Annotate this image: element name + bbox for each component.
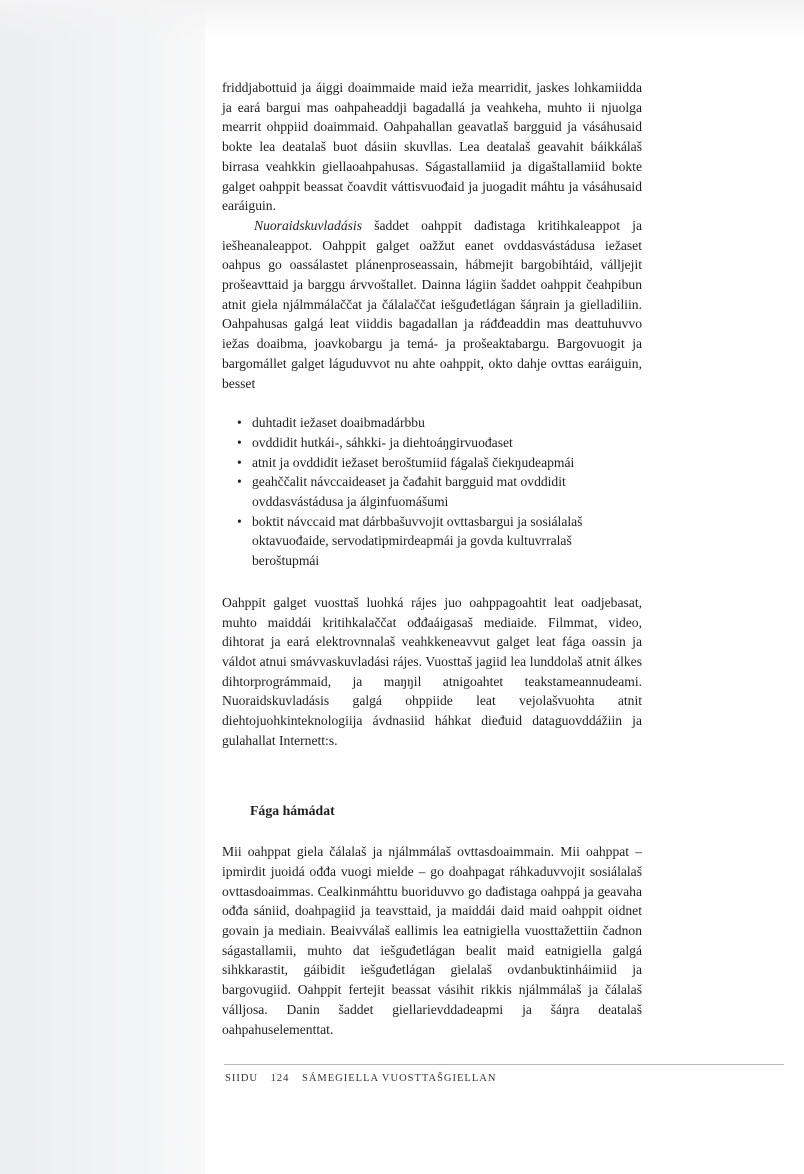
page-shadow-left — [0, 0, 205, 1174]
list-item: • ovddidit hutkái-, sáhkki- ja diehtoáŋgirvuođaset — [252, 433, 642, 453]
list-item: • duhtadit iežaset doaibmadárbbu — [252, 413, 642, 433]
page-footer — [225, 1073, 505, 1084]
footer-title: SÁMEGIELLA VUOSTTAŠGIELLAN — [302, 1073, 497, 1084]
page-content — [222, 78, 642, 1039]
list-item: • geahččalit návccaideaset ja čađahit bargguid mat ovddidit ovddasvástádusa ja álginfuomášumi — [252, 472, 642, 511]
bullet-list — [222, 413, 642, 571]
body-paragraph-2-text: šaddet oahppit dađistaga kritihkaleappot ja iešheanaleappot. Oahppit galget oažžut eanet ovddasvástádusa iežaset oahpus go oassálastet plánenproseassain, hábmejit bargobihtáid, válljejit prošeavttaid ja barggu árvvoštallet. Dainna lágiin šaddet oahppit čeahpibun atnit giela njálmmálaččat ja čálalaččat iešguđetlágan šáŋrain ja gielladiliin. Oahpahusas galgá leat viiddis bagadallan ja ráđđeaddin mas deattuhuvvo iežas doaibma, joavkobargu ja temá- ja prošeaktabargu. Bargovuogit ja bargomállet galget láguduvvot nu ahte oahppit, okto dahje ovttas earáiguin, besset — [222, 217, 642, 391]
list-item: • boktit návccaid mat dárbbašuvvojit ovttasbargui ja sosiálalaš oktavuođaide, servodatipmirdeapmái ja govda kultuvrralaš beroštupmái — [252, 512, 642, 571]
body-paragraph-2 — [222, 216, 642, 393]
body-paragraph-1: friddjabottuid ja áiggi doaimmaide maid ieža mearridit, jaskes lohkamiidda ja eará bargui mas oahpaheaddji bagadallá ja veahkeha, muhto ii njuolga mearrit ohppiid doaimmaid. Oahpahallan geavatlaš bargguid ja vásáhusaid bokte lea deatalaš buot dásiin skuvllas. Lea deatalaš geavahit báikkálaš birrasa veahkkin giellaoahpahusas. Ságastallamiid ja digaštallamiid bokte galget oahppit beassat čoavdit váttisvuođaid ja juogadit máhtu ja vásáhusaid earáiguin. — [222, 80, 642, 214]
footer-label: SIIDU — [225, 1073, 258, 1084]
emphasis-term: Nuoraidskuvladásis — [254, 217, 362, 233]
page-shadow-top — [0, 0, 804, 40]
list-item: • atnit ja ovddidit iežaset beroštumiid fágalaš čiekŋudeapmái — [252, 453, 642, 473]
body-paragraph-3: Oahppit galget vuosttaš luohká rájes juo oahppagoahtit leat oadjebasat, muhto maiddái kritihkalaččat ođđaáigasaš mediaide. Filmmat, video, dihtorat ja eará elektrovnnalaš veahkkeneavvut galget leat fága oassin ja váldot atnui smávvaskuvladási rájes. Vuosttaš jagiid lea lunddolaš atnit álkes dihtorprográmmaid, ja maŋŋil atnigoahtet teakstameannudeami. Nuoraidskuvladásis galgá ohppiide leat vejolašvuohta atnit diehtojuohkinteknologiija ávdnasiid háhkat dieđuid dataguovddážiin ja gulahallat Internett:s. — [222, 594, 642, 748]
section-paragraph-1: Mii oahppat giela čálalaš ja njálmmálaš ovttasdoaimmain. Mii oahppat – ipmirdit juoidá ođđa vuogi mielde – go doahpagat ráhkaduvvojit sosiálalaš ovttasdoaimmas. Cealkinmáhttu buoriduvvo go dađistaga oahppá ja geavaha ođđa sániid, doahpagiid ja teavsttaid, ja maiddái daid maid oahppit oidnet govain ja mediain. Beaivválaš eallimis lea eatnigiella vuosttažettiin čadnon ságastallamii, muhto dat iešguđetlágan bealit maid eatnigiella galgá sihkkarastit, gáibidit iešguđetlágan gielalaš ovdanbuktinháimiid ja bargovugiid. Oahppit fertejit beassat vásihit rikkis njálmmálaš ja čálalaš válljosa. Danin šaddet giellarievddadeapmi ja šáŋra deatalaš oahpahuselementtat. — [222, 844, 642, 1037]
section-heading: Fága hámádat — [250, 802, 335, 818]
page-number: 124 — [270, 1073, 290, 1084]
footer-divider — [224, 1064, 784, 1065]
